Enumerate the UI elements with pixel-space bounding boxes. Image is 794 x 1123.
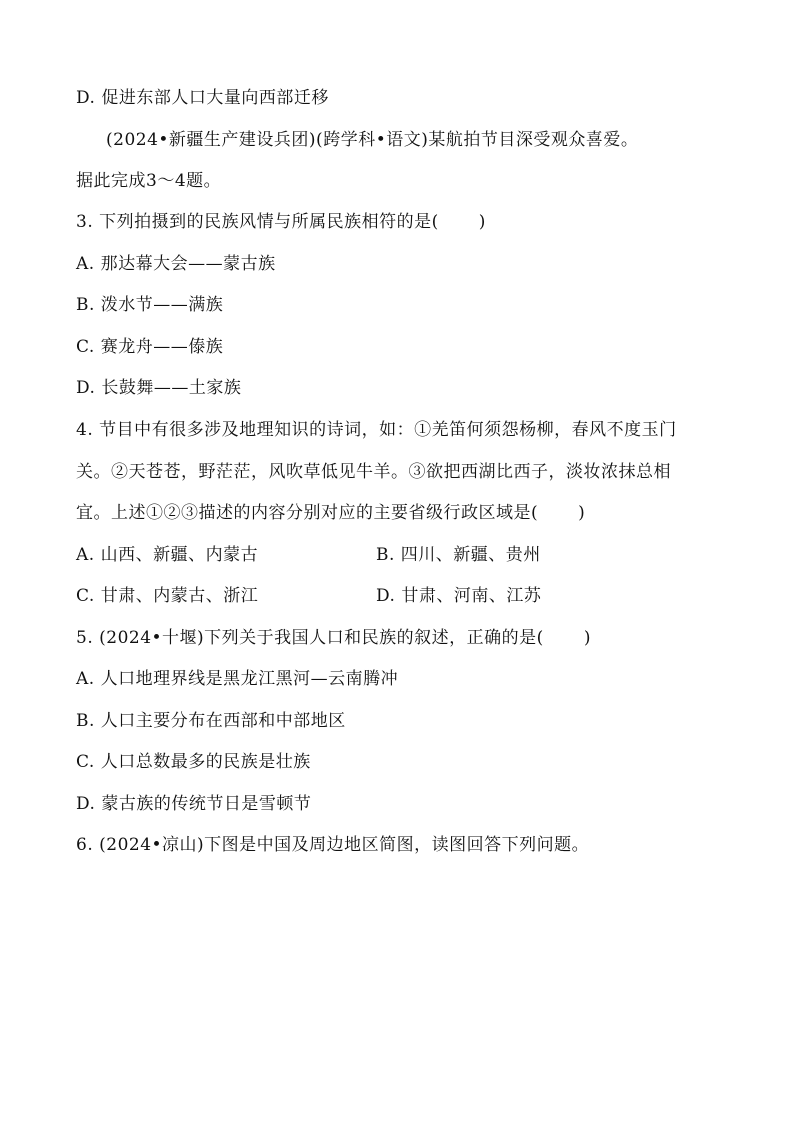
q4-option-b: B. 四川、新疆、贵州 <box>376 545 541 565</box>
q3-stem-close: ) <box>478 212 486 232</box>
intro-line-2: 据此完成3～4题。 <box>76 171 222 191</box>
q3-stem <box>76 210 486 234</box>
q4-option-d: D. 甘肃、河南、江苏 <box>376 586 542 606</box>
q4-option-a: A. 山西、新疆、内蒙古 <box>76 545 259 565</box>
q5-stem-close: ) <box>583 628 591 648</box>
q4-option-c: C. 甘肃、内蒙古、浙江 <box>76 586 259 606</box>
q3-option-a: A. 那达幕大会——蒙古族 <box>76 254 276 274</box>
q4-options-row-1 <box>76 543 541 567</box>
intro-line-1: (2024•新疆生产建设兵团)(跨学科•语文)某航拍节目深受观众喜爱。 <box>106 130 639 150</box>
q4-options-row-2 <box>76 584 542 608</box>
q6-stem: 6. (2024•凉山)下图是中国及周边地区简图，读图回答下列问题。 <box>76 835 590 855</box>
q4-line-3-close: ) <box>578 503 586 523</box>
q4-line-1: 4. 节目中有很多涉及地理知识的诗词，如：①羌笛何须怨杨柳，春风不度玉门 <box>76 420 677 440</box>
q5-stem <box>76 626 591 650</box>
prev-option-d: D. 促进东部人口大量向西部迁移 <box>76 88 329 108</box>
q4-line-3-text: 宜。上述①②③描述的内容分别对应的主要省级行政区域是( <box>76 503 539 523</box>
q4-line-3 <box>76 501 585 525</box>
q5-stem-text: 5. (2024•十堰)下列关于我国人口和民族的叙述，正确的是( <box>76 628 544 648</box>
q5-option-c: C. 人口总数最多的民族是壮族 <box>76 752 311 772</box>
q3-stem-text: 3. 下列拍摄到的民族风情与所属民族相符的是( <box>76 212 439 232</box>
q3-option-b: B. 泼水节——满族 <box>76 295 224 315</box>
q3-option-d: D. 长鼓舞——土家族 <box>76 378 242 398</box>
q5-option-b: B. 人口主要分布在西部和中部地区 <box>76 711 346 731</box>
q5-option-a: A. 人口地理界线是黑龙江黑河—云南腾冲 <box>76 669 399 689</box>
q4-line-2: 关。②天苍苍，野茫茫，风吹草低见牛羊。③欲把西湖比西子，淡妆浓抹总相 <box>76 462 671 482</box>
q3-option-c: C. 赛龙舟——傣族 <box>76 337 224 357</box>
q5-option-d: D. 蒙古族的传统节日是雪顿节 <box>76 794 312 814</box>
